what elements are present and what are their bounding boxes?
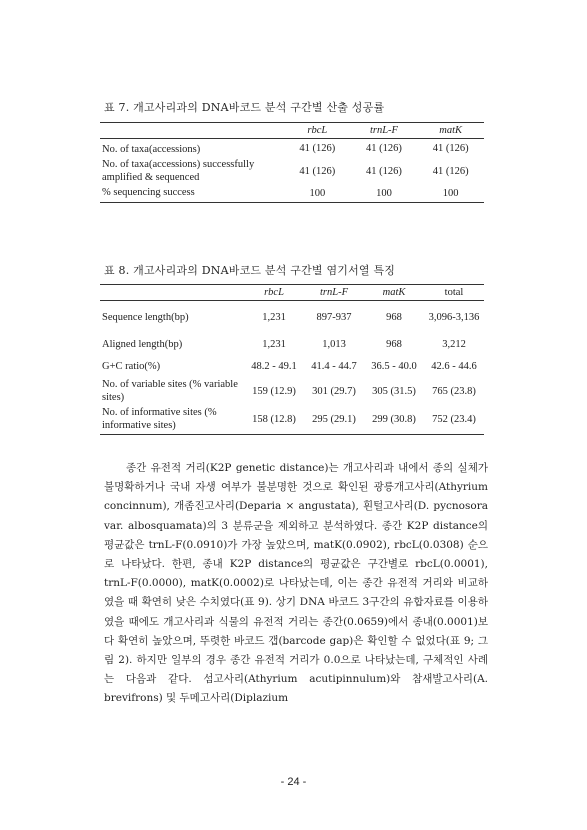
row-label: No. of taxa(accessions) successfully amplified & sequenced — [102, 159, 255, 183]
body-text — [104, 459, 488, 709]
cell: 752 (23.4) — [432, 414, 476, 425]
cell: 36.5 - 40.0 — [371, 360, 417, 372]
table7-caption: 표 7. 개고사리과의 DNA바코드 분석 구간별 산출 성공률 — [104, 101, 385, 114]
row-label: G+C ratio(%) — [102, 360, 161, 372]
table7-header-row — [100, 123, 484, 139]
table7-header-rbcl: rbcL — [307, 125, 328, 136]
table7 — [100, 122, 484, 203]
cell: 301 (29.7) — [312, 385, 356, 397]
cell: 100 — [309, 188, 326, 199]
table-row — [100, 157, 484, 185]
table-row — [100, 355, 484, 377]
cell: 42.6 - 44.6 — [431, 360, 477, 372]
cell: 1,231 — [262, 311, 286, 323]
cell: 158 (12.8) — [252, 414, 296, 425]
page-number: - 24 - — [280, 776, 307, 788]
cell: 3,096-3,136 — [428, 311, 480, 323]
cell: 100 — [442, 188, 459, 199]
cell: 295 (29.1) — [312, 414, 356, 425]
table8-header-row — [100, 285, 484, 301]
row-label: No. of taxa(accessions) — [102, 144, 201, 155]
table-row — [100, 139, 484, 158]
row-label: No. of informative sites (% informative sites) — [102, 407, 217, 431]
cell: 41 (126) — [299, 142, 336, 154]
row-label: Aligned length(bp) — [102, 338, 183, 350]
cell: 968 — [386, 338, 402, 350]
cell: 1,231 — [262, 338, 286, 350]
row-label: No. of variable sites (% variable sites) — [102, 379, 238, 403]
table7-header-blank — [100, 123, 284, 139]
row-label: Sequence length(bp) — [102, 311, 189, 323]
table8-header-blank — [100, 285, 244, 301]
table7-header-trnlf: trnL-F — [369, 125, 398, 136]
table-row — [100, 377, 484, 405]
table8-header-matk: matK — [382, 287, 406, 298]
cell: 48.2 - 49.1 — [251, 360, 297, 372]
cell: 897-937 — [316, 311, 352, 323]
cell: 41 (126) — [432, 165, 469, 177]
table-row — [100, 405, 484, 435]
table8-caption: 표 8. 개고사리과의 DNA바코드 분석 구간별 염기서열 특징 — [104, 264, 396, 277]
cell: 41 (126) — [432, 142, 469, 154]
cell: 299 (30.8) — [372, 414, 416, 425]
table8 — [100, 284, 484, 435]
table-row — [100, 185, 484, 203]
table8-header-total: total — [444, 287, 464, 298]
cell: 305 (31.5) — [372, 385, 416, 397]
cell: 41.4 - 44.7 — [311, 360, 357, 372]
cell: 159 (12.9) — [252, 385, 296, 397]
cell: 41 (126) — [299, 165, 336, 177]
cell: 100 — [376, 188, 392, 199]
cell: 765 (23.8) — [432, 385, 476, 397]
cell: 41 (126) — [366, 142, 402, 154]
table-row — [100, 301, 484, 334]
table8-header-trnlf: trnL-F — [319, 287, 348, 298]
table-row — [100, 333, 484, 355]
table7-header-matk: matK — [439, 125, 463, 136]
table8-header-rbcl: rbcL — [264, 287, 284, 298]
cell: 41 (126) — [366, 165, 402, 177]
cell: 968 — [386, 311, 402, 323]
cell: 1,013 — [322, 338, 346, 350]
row-label: % sequencing success — [102, 187, 195, 198]
cell: 3,212 — [442, 338, 466, 350]
body-paragraph: 종간 유전적 거리(K2P genetic distance)는 개고사리과 내에서 종의 실체가 불명확하거나 국내 자생 여부가 불분명한 것으로 확인된 광릉개고사리(Athyrium concinnum), 개좀진고사리(Deparia × angustata), 흰털고사리(D. pycnosora var. albosquamata)의 3 분류군을 제외하고 분석하였다. 종간 K2P distance의 평균값은 trnL-F(0.0910)가 가장 높았으며, matK(0.0902), rbcL(0.0308) 순으로 나타났다. 한편, 종내 K2P distance의 평균값은 구간별로 rbcL(0.0001), trnL-F(0.0000), matK(0.0002)로 나타났는데, 이는 종간 유전적 거리와 비교하였을 때 확연히 낮은 수치였다(표 9). 상기 DNA 바코드 3구간의 유합자료를 이용하였을 때에도 개고사리과 식물의 유전적 거리는 종간(0.0659)에서 종내(0.0001)보다 확연히 높았으며, 뚜렷한 바코드 갭(barcode gap)은 확인할 수 없었다(표 9; 그림 2). 하지만 일부의 경우 종간 유전적 거리가 0.0으로 나타났는데, 구체적인 사례는 다음과 같다. 섬고사리(Athyrium acutipinnulum)와 참새발고사리(A. brevifrons) 및 두메고사리(Diplazium — [104, 462, 488, 705]
